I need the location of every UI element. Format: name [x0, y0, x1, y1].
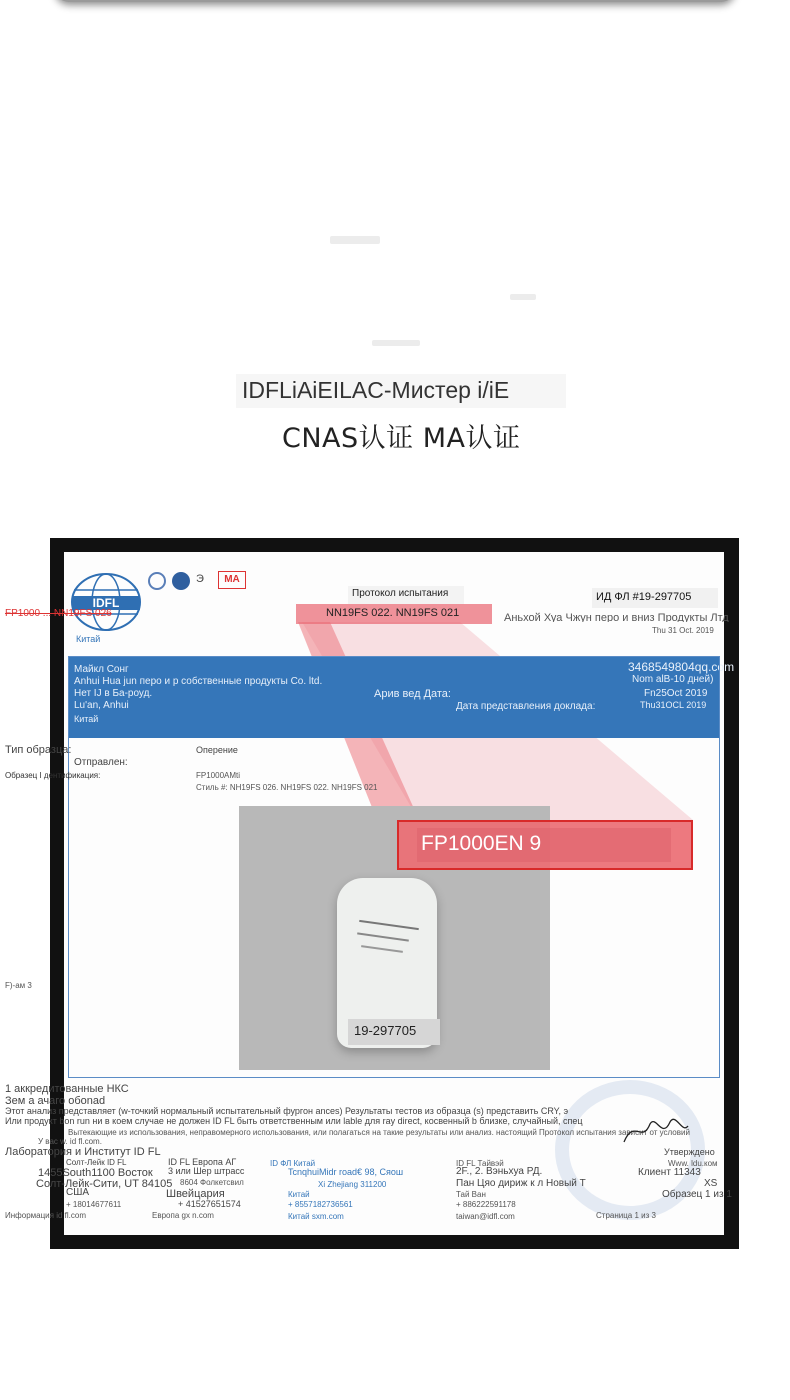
client-company: Anhui Hua jun перо и р собственные продукты Co. ltd.	[74, 676, 323, 687]
sent-label: Отправлен:	[74, 757, 128, 768]
client-contact: Майкл Сонг	[74, 664, 129, 675]
disclaimer-line-3: Вытекающие из использования, неправомерного использования, или полагаться на такие результаты или анализ. настоящий Протокол испытания зависит от условий	[68, 1128, 690, 1137]
office-line: 8604 Фолкетсвил	[180, 1178, 244, 1187]
office-line: Xi Zhejiang 311200	[318, 1180, 387, 1189]
office-line: + 18014677611	[66, 1200, 122, 1209]
sample-count: Образец 1 из 1	[662, 1189, 732, 1200]
office-line: Пан Цяо дириж к л Новый Т	[456, 1178, 586, 1189]
cert-mark-e: Э	[196, 573, 204, 585]
photo-sample-label: 19-297705	[348, 1019, 440, 1045]
client-address-1: Нет IJ в Ба-роуд.	[74, 688, 153, 699]
arrival-date-value: Fn25Oct 2019	[644, 688, 708, 699]
office-line: 2F., 2. Вэньхуа РД.	[456, 1166, 543, 1177]
client-address-2: Lu'an, Anhui	[74, 700, 129, 711]
office-line: ID FL Тайвэй	[456, 1159, 504, 1168]
approved-web: Www. ldu.ком	[668, 1159, 718, 1168]
accredited-note: 1 аккредитованные НКС	[5, 1083, 129, 1095]
report-title: Протокол испытания	[348, 586, 464, 604]
office-line: taiwan@idfl.com	[456, 1212, 515, 1221]
size-code: XS	[704, 1178, 718, 1189]
office-line: + 8557182736561	[288, 1200, 353, 1209]
ma-mark: MA	[218, 571, 246, 589]
client-number: Клиент 11343	[638, 1167, 701, 1178]
office-line: ID FL Европа АГ	[168, 1157, 237, 1167]
office-line: Китай sxm.com	[288, 1212, 344, 1221]
office-line: Китай	[288, 1190, 310, 1199]
logo-text: IDFL	[92, 596, 120, 610]
office-line: Информация id fl.com	[5, 1211, 86, 1220]
client-country: Китай	[74, 714, 99, 724]
signature	[620, 1112, 690, 1148]
sample-styles-value: Стиль #: NH19FS 026. NH19FS 022. NH19FS 021	[196, 783, 378, 792]
cut-red-text: FP1000 ... NN19FS 026	[5, 608, 112, 619]
sample-type-value: Оперение	[196, 745, 238, 755]
office-line: США	[66, 1187, 90, 1198]
office-line: Швейцария	[166, 1188, 225, 1200]
office-line: TcnqhuiMidr road€ 98, Сяош	[288, 1167, 404, 1177]
highlighted-styles: NN19FS 022. NN19FS 021	[296, 604, 492, 624]
highlighted-sample-id: FP1000EN 9	[417, 828, 671, 862]
labs-title: Лаборатория и Институт ID FL	[5, 1146, 161, 1158]
disclaimer-line-1: Этот анализ представляет (w-точкий нормальный испытательный фургон ances) Результаты тестов из образца (s) представить CRY, э	[5, 1106, 569, 1116]
service-type: Nom alB-10 дней)	[632, 674, 714, 685]
logo-subtitle: Китай	[76, 634, 101, 644]
report-id: ИД ФЛ #19-297705	[592, 588, 718, 608]
office-line: + 886222591178	[456, 1200, 516, 1209]
office-line: Тай Ван	[456, 1190, 486, 1199]
accreditation-caption: IDFLiAiEILAC-Мистер i/iE	[236, 374, 566, 408]
sample-type-label: Тип образца:	[5, 744, 72, 756]
office-line: Солт-Лейк ID FL	[66, 1158, 127, 1167]
arrival-date-label: Арив вед Дата:	[374, 688, 451, 700]
client-name-cut: Аньхой Хуа Чжун перо и вниз Продукты Лтд	[504, 612, 729, 622]
footer-web: У вас w. id fl.com.	[38, 1137, 102, 1146]
client-email: 3468549804qq.com	[628, 660, 735, 674]
office-line: ID ФЛ Китай	[270, 1159, 316, 1168]
accredited-note-2: Зем а ачаго обоnad	[5, 1095, 106, 1107]
office-line: Европа gx n.com	[152, 1211, 214, 1220]
office-line: + 41527651574	[178, 1199, 241, 1209]
approved-label: Утверждено	[664, 1147, 715, 1157]
office-line: 3 или Шер штрасс	[168, 1166, 245, 1176]
sample-ident-value: FP1000AMti	[196, 771, 241, 780]
report-date-label: Дата представления доклада:	[456, 701, 596, 712]
office-line: 1455South1100 Восток	[38, 1167, 153, 1179]
sample-ident-label: Образец I дентификация:	[5, 771, 101, 780]
disclaimer-line-2: Или продукт bon run ни в коем случае не должен ID FL быть ответственным или lable для ray direct, косвенный b близке, случайный, спец	[5, 1116, 583, 1126]
page-number: Страница 1 из 3	[596, 1211, 656, 1220]
page-label-left: F)-ам 3	[5, 981, 32, 990]
office-line: Солт-Лейк-Сити, UT 84105	[36, 1178, 173, 1190]
certification-caption: CNAS认证 MA认证	[282, 423, 521, 454]
report-date-value: Thu31OCL 2019	[640, 700, 707, 710]
report-date-top: Thu 31 Oct. 2019	[652, 626, 714, 635]
